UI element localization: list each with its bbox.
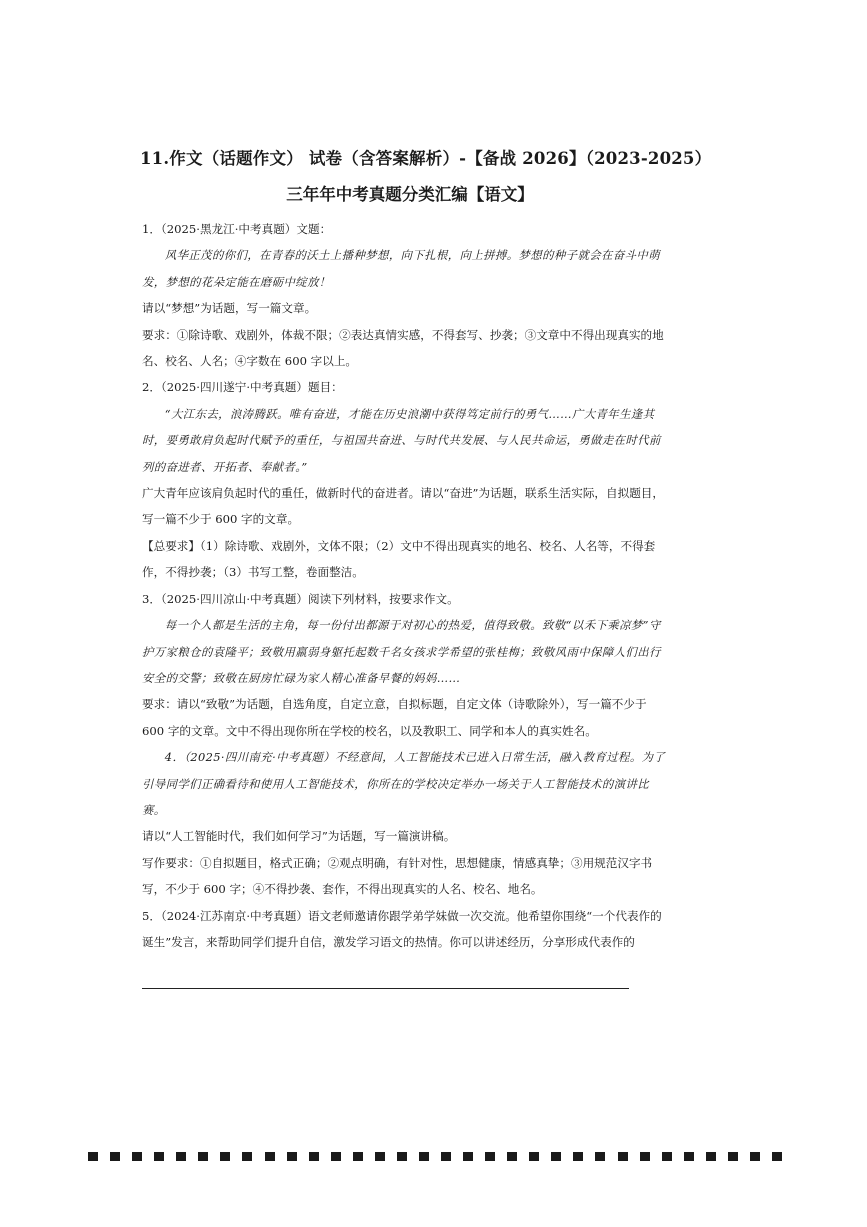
- question-requirements: 要求：请以“致敬”为话题，自选角度，自定立意，自拟标题，自定文体（诗歌除外），写一篇不少于 600 字的文章。文中不得出现你所在学校的校名，以及教职工、同学和本人的真实姓名。: [142, 697, 647, 738]
- question-requirements: 【总要求】（1）除诗歌、戏剧外，文体不限；（2）文中不得出现真实的地名、校名、人名等，不得套作，不得抄袭；（3）书写工整，卷面整洁。: [142, 538, 656, 580]
- question-3: [142, 586, 672, 744]
- title-line-2: 三年年中考真题分类汇编【语文】: [286, 185, 534, 204]
- question-5: [142, 903, 672, 956]
- footer-divider: [142, 988, 629, 989]
- question-prompt: 广大青年应该肩负起时代的重任，做新时代的奋进者。请以“奋进”为话题，联系生活实际，自拟题目，写一篇不少于 600 字的文章。: [142, 486, 664, 527]
- question-1: [142, 216, 672, 374]
- question-prompt: 请以“人工智能时代，我们如何学习”为话题，写一篇演讲稿。: [142, 829, 456, 844]
- question-4: [142, 744, 672, 902]
- document-body: [142, 216, 672, 955]
- question-source: 1．（2025·黑龙江·中考真题）文题：: [142, 222, 332, 236]
- document-title: [140, 148, 712, 206]
- question-source: 2．（2025·四川遂宁·中考真题）题目：: [142, 380, 343, 395]
- question-source: 3．（2025·四川凉山·中考真题）阅读下列材料，按要求作文。: [142, 591, 459, 606]
- question-material: 每一个人都是生活的主角，每一份付出都源于对初心的热爱，值得致敬。致敬“以禾下乘凉梦”守护万家粮仓的袁隆平；致敬用羸弱身躯托起数千名女孩求学希望的张桂梅；致敬风雨中保障人们出行安全的交警；致敬在厨房忙碌为家人精心准备早餐的妈妈……: [142, 618, 661, 685]
- question-requirements: 要求：①除诗歌、戏剧外，体裁不限；②表达真情实感，不得套写、抄袭；③文章中不得出现真实的地名、校名、人名；④字数在 600 字以上。: [142, 327, 664, 369]
- question-source-and-material: 4．（2025·四川南充·中考真题）不经意间，人工智能技术已进入日常生活，融入教育过程。为了引导同学们正确看待和使用人工智能技术，你所在的学校决定举办一场关于人工智能技术的演讲比赛。: [142, 750, 666, 817]
- bottom-dotted-border: [88, 1152, 782, 1164]
- question-2: [142, 374, 672, 585]
- question-source-and-material: 5．（2024·江苏南京·中考真题）语文老师邀请你跟学弟学妹做一次交流。他希望你围绕“一个代表作的诞生”发言，来帮助同学们提升自信，激发学习语文的热情。你可以讲述经历，分享形成代表作的: [142, 908, 662, 949]
- question-requirements: 写作要求：①自拟题目，格式正确；②观点明确，有针对性，思想健康，情感真挚；③用规范汉字书写，不少于 600 字；④不得抄袭、套作，不得出现真实的人名、校名、地名。: [142, 855, 653, 897]
- question-prompt: 请以“梦想”为话题，写一篇文章。: [142, 301, 317, 316]
- question-material: 风华正茂的你们，在青春的沃土上播种梦想，向下扎根，向上拼搏。梦想的种子就会在奋斗中萌发，梦想的花朵定能在磨砺中绽放！: [142, 248, 661, 289]
- question-material: “大江东去，浪涛腾跃。唯有奋进，才能在历史浪潮中获得笃定前行的勇气……广大青年生逢其时，要勇敢肩负起时代赋予的重任，与祖国共奋进、与时代共发展、与人民共命运，勇做走在时代前列的奋进者、开拓者、奉献者。”: [142, 406, 661, 474]
- title-line-1: 11.作文（话题作文） 试卷（含答案解析）-【备战 2026】（2023-2025）: [140, 149, 712, 168]
